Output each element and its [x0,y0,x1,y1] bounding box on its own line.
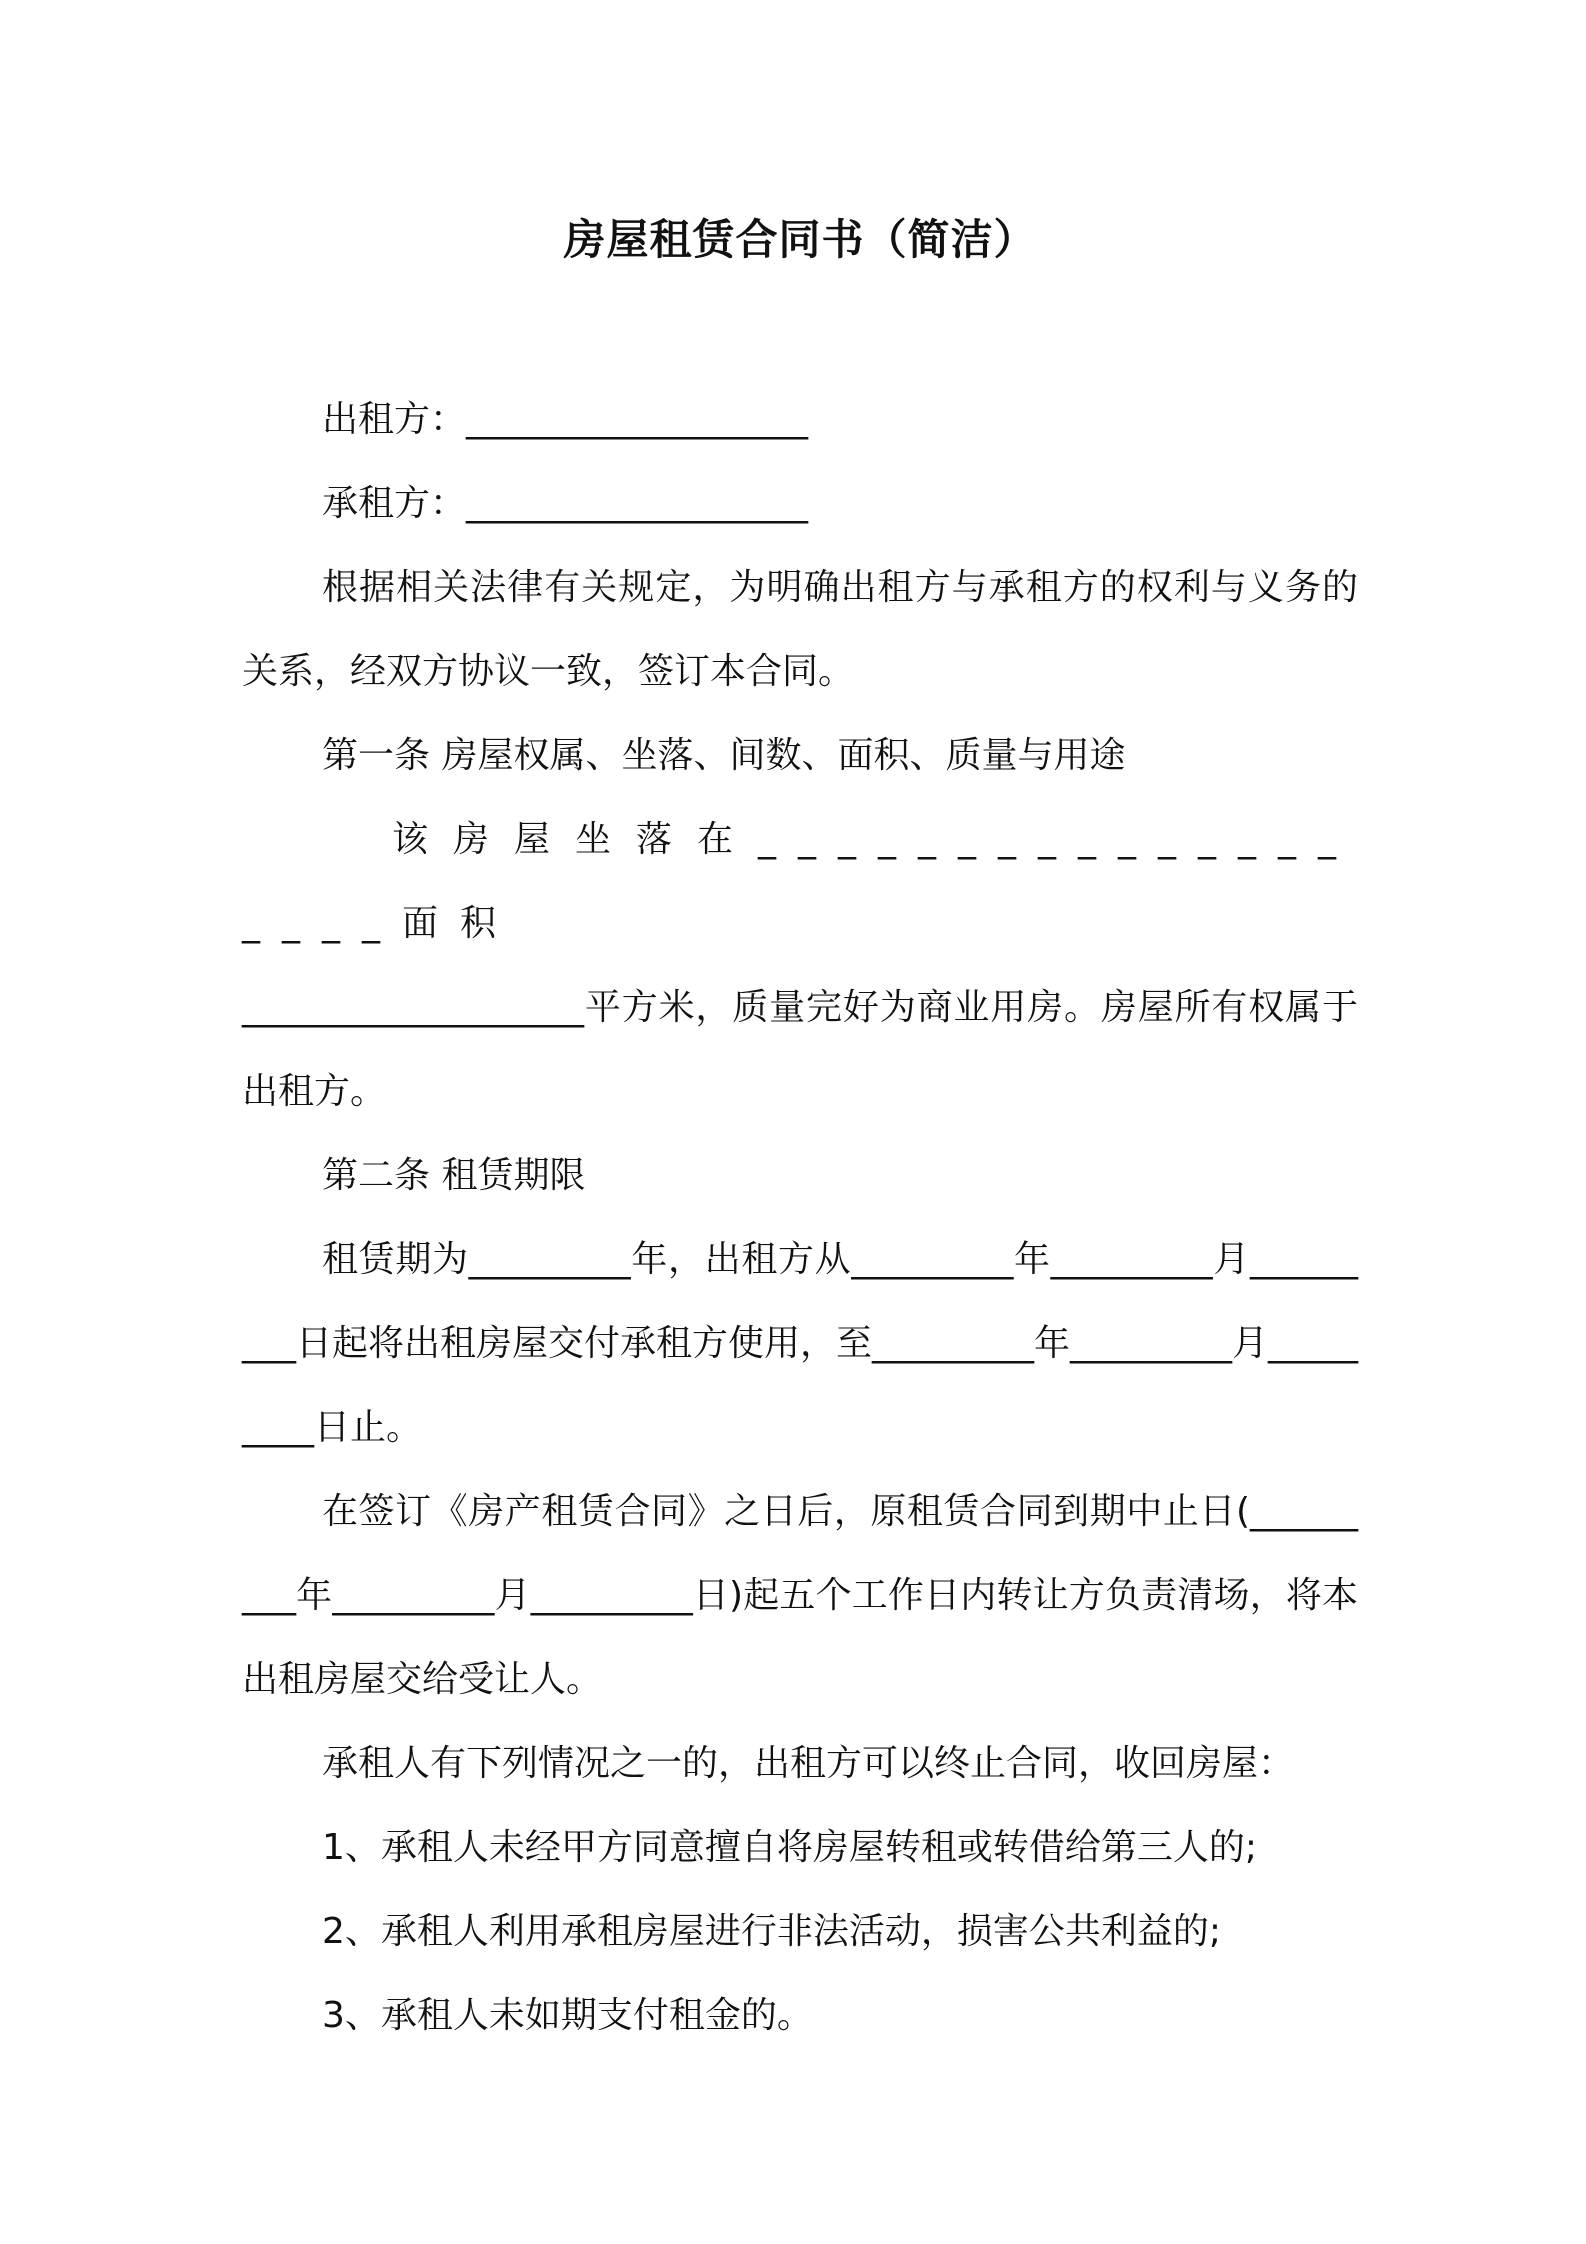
document-title: 房屋租赁合同书（简洁） [563,215,1037,264]
lessee-line: 承租方：___________________ [322,483,809,524]
handover-paragraph: 在签订《房产租赁合同》之日后，原租赁合同到期中止日(_________年_________月_________日)起五个工作日内转让方负责清场，将本出租房屋交给受让人。 [242,1491,1358,1700]
lessor-line: 出租方：___________________ [322,399,809,440]
document-body [242,210,1358,2058]
preamble-paragraph: 根据相关法律有关规定，为明确出租方与承租方的权利与义务的关系，经双方协议一致，签订本合同。 [242,567,1358,692]
termination-intro: 承租人有下列情况之一的，出租方可以终止合同，收回房屋： [322,1743,1295,1784]
property-area-paragraph: ___________________平方米，质量完好为商业用房。房屋所有权属于出租方。 [242,987,1358,1112]
property-location-line: 该房屋坐落在___________________面积 [242,819,1358,944]
termination-item-3: 3、承租人未如期支付租金的。 [322,1995,813,2036]
article-1-heading: 第一条 房屋权属、坐落、间数、面积、质量与用途 [322,735,1126,776]
termination-item-2: 2、承租人利用承租房屋进行非法活动，损害公共利益的; [322,1911,1222,1952]
lease-term-paragraph: 租赁期为_________年，出租方从_________年_________月_________日起将出租房屋交付承租方使用，至_________年_________月_________日止。 [242,1239,1359,1448]
termination-item-1: 1、承租人未经甲方同意擅自将房屋转租或转借给第三人的; [322,1827,1258,1868]
article-2-heading: 第二条 租赁期限 [322,1155,586,1196]
